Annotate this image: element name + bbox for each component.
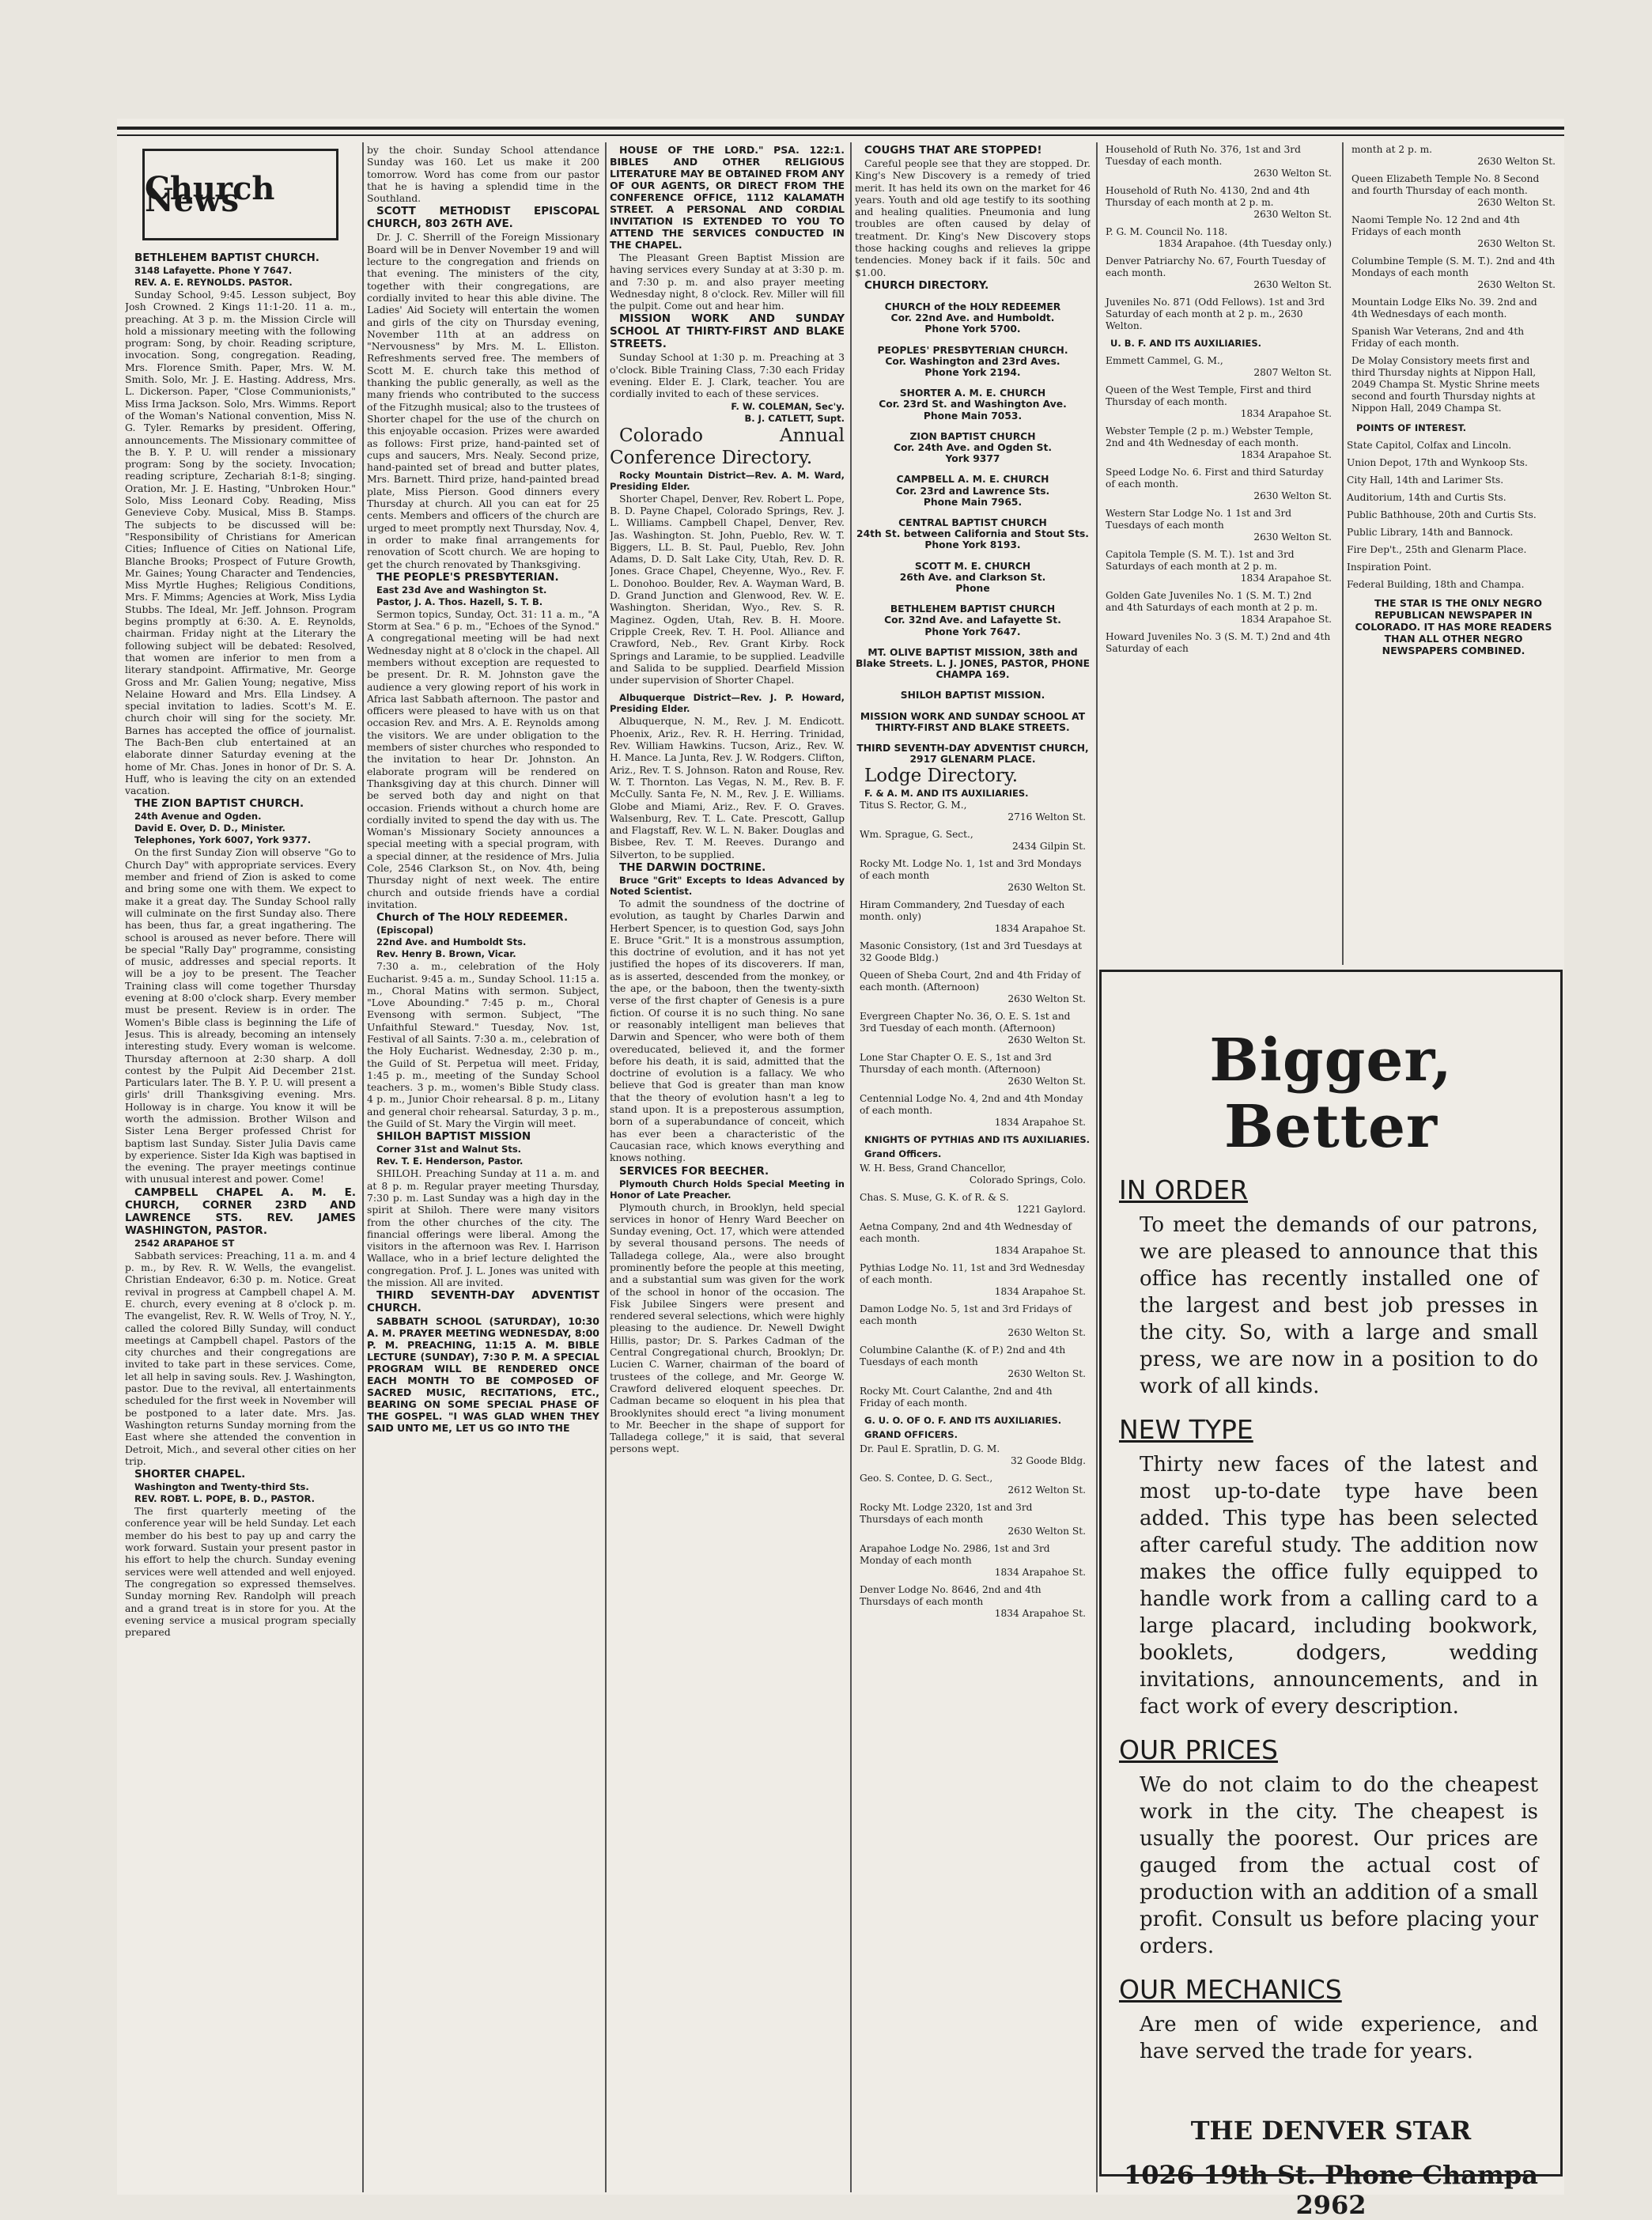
lodge-address: 32 Goode Bldg. (1010, 1455, 1086, 1467)
lodge-address: 1221 Gaylord. (1016, 1204, 1086, 1216)
lodge-address: 2630 Welton St. (1253, 490, 1332, 501)
lodge-entry (1106, 425, 1332, 461)
ad-heading: OUR PRICES (1119, 1734, 1278, 1765)
article-heading: THIRD SEVENTH-DAY ADVENTIST CHURCH. (367, 1289, 599, 1315)
lodge-entry (860, 940, 1086, 964)
article-body: Plymouth church, in Brooklyn, held special services in honor of Henry Ward Beecher on Sunday evening, Oct. 17, which were attended by several thousand persons. The needs of Talladega college, Ala., were also brought prominently before the people at this meeting, and a substantial sum was given for the work of the school in honor of the occasion. The Fisk Jubilee Singers were present and rendered several selections, which were highly pleasing to the audience. Dr. Newell Dwight Hillis, pastor; Dr. S. Parkes Cadman of the Central Congregational church, Brooklyn; Dr. Lucien C. Warner, chairman of the board of trustees of the college, and Mr. George W. Crawford delivered eloquent speeches. Dr. Cadman became so eloquent in his plea that Brooklynites should erect "a living monument to Mr. Beecher in the shape of support for Talladega college," it is said, that several persons wept. (610, 1201, 845, 1455)
column-4 (855, 144, 1091, 2188)
article-subheading: Rev. T. E. Henderson, Pastor. (376, 1155, 524, 1167)
column-separator (850, 142, 852, 2192)
lodge-address: 2630 Welton St. (1253, 279, 1332, 290)
lodge-entry (1106, 144, 1332, 180)
lodge-address: 2630 Welton St. (1477, 156, 1556, 167)
article-body: Dr. J. C. Sherrill of the Foreign Missionary Board will be in Denver November 19 and will lecture to the congregation and friends on that evening. The ministers of the city, together with their congregations, are cordially invited to hear this able divine. The Ladies' Aid Society will entertain the women and girls of the city on Thursday evening, November 11th at an address on "Nervousness" by Mrs. M. L. Elliston. Refreshments served free. The members of Scott M. E. church take this method of thanking the public generally, as well as the many friends who contributed to the success of the Fitzughh musical; also to the trustees of Shorter chapel for the use of the church on this enjoyable occasion. Prizes were awarded as follows: First prize, hand-painted set of cups and saucers, Mrs. Nealy. Second prize, hand-painted set of bread and butter plates, Mrs. Barnett. Third prize, hand-painted bread plate, Miss Pierson. Good dinners every Thursday at church. All you can eat for 25 cents. Members and officers of the church are urged to meet promptly next Thursday, Nov. 4, in order to make final arrangements for renovation of Scott church. We are hoping to get the church renovated by Thanksgiving. (367, 231, 599, 570)
directory-entry (855, 388, 1091, 422)
article-body: 7:30 a. m., celebration of the Holy Eucharist. 9:45 a. m., Sunday School. 11:15 a. m., Choral Matins with sermon. Subject, "Love Abounding." 7:45 p. m., Choral Evensong with sermon. Subject, "The Unfaithful Steward." Tuesday, Nov. 1st, Festival of all Saints. 7:30 a. m., celebration of the Holy Eucharist. Wednesday, 2:30 p. m., the Guild of St. Perpetua will meet. Friday, 1:45 p. m., meeting of the Sunday School teachers. 3 p. m., women's Bible Study class. 4 p. m., Junior Choir rehearsal. 8 p. m., Litany and general choir rehearsal. Saturday, 3 p. m., the Guild of St. Mary the Virgin will meet. (367, 960, 599, 1130)
lodge-entry (1351, 144, 1556, 168)
directory-entry (855, 431, 1091, 465)
lodge-entry (1106, 297, 1332, 332)
lodge-name: Masonic Consistory, (1st and 3rd Tuesdays at 32 Goode Bldg.) (860, 940, 1083, 964)
lodge-list (1101, 144, 1336, 332)
directory-phone: Phone (955, 583, 990, 595)
lodge-entry (860, 1443, 1086, 1467)
article-subheading: Plymouth Church Holds Special Meeting in Honor of Late Preacher. (610, 1178, 845, 1201)
article-subheading: F. & A. M. AND ITS AUXILIARIES. (864, 788, 1029, 800)
ad-text: Thirty new faces of the latest and most up-to-date type have been added. This type has been selected after careful study. The addition now makes the office fully equipped to handle work from a calling card to a large placard, including bookwork, booklets, dodgers, wedding invitations, announcements, and in fact work of every description. (1140, 1453, 1538, 1719)
directory-entry (855, 603, 1091, 637)
lodge-name: Mountain Lodge Elks No. 39. 2nd and 4th Wednesdays of each month. (1351, 297, 1537, 320)
article-subheading: U. B. F. AND ITS AUXILIARIES. (1110, 338, 1262, 349)
lodge-address: 1834 Arapahoe St. (994, 1567, 1086, 1579)
column-5 (1101, 144, 1336, 963)
lodge-entry (860, 1052, 1086, 1087)
lodge-entry (1351, 214, 1556, 250)
lodge-name: Dr. Paul E. Spratlin, D. G. M. (860, 1443, 1000, 1455)
column-separator (1342, 142, 1344, 965)
directory-entry (855, 301, 1091, 335)
lodge-name: Capitola Temple (S. M. T.). 1st and 3rd Saturdays of each month at 2 p. m. (1106, 549, 1295, 572)
lodge-address: 2630 Welton St. (1253, 209, 1332, 220)
lodge-address: 1834 Arapahoe St. (1240, 573, 1332, 584)
article-heading: MISSION WORK AND SUNDAY SCHOOL AT THIRTY-FIRST AND BLAKE STREETS. (610, 312, 845, 351)
directory-entry (855, 690, 1091, 701)
lodge-entry (1106, 631, 1332, 655)
lodge-name: Howard Juveniles No. 3 (S. M. T.) 2nd and 4th Saturday of each (1106, 631, 1331, 654)
ad-text: We do not claim to do the cheapest work in the city. The cheapest is usually the poorest. Our prices are gauged from the actual cost of production with an addition of a small profit. Consult us before placing your orders. (1140, 1773, 1538, 1958)
directory-name: BETHLEHEM BAPTIST CHURCH (890, 603, 1056, 615)
ad-heading: IN ORDER (1119, 1174, 1249, 1205)
directory-address: Cor. 23rd and Lawrence Sts. (895, 485, 1050, 497)
article-heading: SHILOH BAPTIST MISSION (376, 1130, 531, 1144)
lodge-name: Chas. S. Muse, G. K. of R. & S. (860, 1192, 1009, 1204)
lodge-address: 1834 Arapahoe St. (994, 1117, 1086, 1129)
lodge-entry (860, 1386, 1086, 1409)
directory-address: Cor. Washington and 23rd Aves. (885, 355, 1060, 367)
lodge-entry (860, 1543, 1086, 1579)
section-title: Colorado Annual Conference Directory. (610, 425, 845, 468)
signature: F. W. COLEMAN, Sec'y. (731, 400, 845, 412)
section-title: Lodge Directory. (864, 766, 1019, 787)
lodge-name: month at 2 p. m. (1351, 144, 1433, 155)
article-body: Albuquerque, N. M., Rev. J. M. Endicott. Phoenix, Ariz., Rev. R. H. Herring. Trinidad, Rev. William Hawkins. Tucson, Ariz., Rev. W. H. Mance. La Junta, Rev. J. W. Rodgers. Clifton, Ariz., Rev. T. S. Johnson. Raton and Rouse, Rev. W. T. Thornton. Las Vegas, N. M., Rev. B. F. McCully. Santa Fe, N. M., Rev. J. E. Williams. Globe and Miami, Ariz., Rev. F. O. Graves. Walsenburg, Rev. T. L. Cate. Prescott, Gallup and Flagstaff, Rev. W. L. N. Baker. Douglas and Bisbee, Rev. T. M. Reeves. Durango and Silverton, to be supplied. (610, 715, 845, 860)
lodge-name: W. H. Bess, Grand Chancellor, (860, 1163, 1007, 1174)
lodge-entry (860, 1163, 1086, 1186)
lodge-address: 2630 Welton St. (1007, 1526, 1086, 1537)
article-body: Careful people see that they are stopped. Dr. King's New Discovery is a remedy of tried merit. It has held its own on the market for 46 years. Youth and old age testify to its soothing and healing qualities. Pneumonia and lung troubles are often caused by delay of treatment. Dr. King's New Discovery stops those hacking coughs and relieves la grippe tendencies. Money back if it fails. 50c and $1.00. (855, 157, 1091, 278)
point-of-interest: State Capitol, Colfax and Lincoln. (1347, 440, 1512, 451)
lodge-address: 2630 Welton St. (1007, 1368, 1086, 1380)
lodge-address: 1834 Arapahoe. (4th Tuesday only.) (1158, 238, 1332, 249)
directory-name: PEOPLES' PRESBYTERIAN CHURCH. (877, 344, 1068, 356)
directory-phone: York 9377 (945, 453, 1000, 465)
lodge-name: Arapahoe Lodge No. 2986, 1st and 3rd Monday of each month (860, 1543, 1050, 1567)
lodge-address: 1834 Arapahoe St. (994, 1286, 1086, 1298)
lodge-address: 1834 Arapahoe St. (994, 1245, 1086, 1257)
lodge-name: Queen of the West Temple, First and third Thursday of each month. (1106, 384, 1312, 407)
signature: B. J. CATLETT, Supt. (744, 412, 845, 424)
directory-name: SHILOH BAPTIST MISSION. (900, 690, 1045, 702)
lodge-name: Rocky Mt. Lodge No. 1, 1st and 3rd Mondays of each month (860, 858, 1082, 882)
article-subheading: Bruce "Grit" Excepts to Ideas Advanced by Noted Scientist. (610, 874, 845, 897)
lodge-entry (860, 1011, 1086, 1046)
article-heading: COUGHS THAT ARE STOPPED! (864, 144, 1042, 157)
lodge-entry (860, 800, 1086, 823)
lodge-name: Pythias Lodge No. 11, 1st and 3rd Wednesday of each month. (860, 1262, 1085, 1286)
lodge-entry (860, 1093, 1086, 1129)
lodge-address: 2630 Welton St. (1477, 279, 1556, 290)
lodge-name: Aetna Company, 2nd and 4th Wednesday of each month. (860, 1221, 1072, 1245)
article-heading: SHORTER CHAPEL. (134, 1468, 246, 1481)
star-notice: THE STAR IS THE ONLY NEGRO REPUBLICAN NEWSPAPER IN COLORADO. IT HAS MORE READERS THAN ALL OTHER NEGRO NEWSPAPERS COMBINED. (1355, 597, 1552, 656)
lodge-address: 2630 Welton St. (1007, 993, 1086, 1005)
article-body: On the first Sunday Zion will observe "Go to Church Day" with appropriate services. Every member and friend of Zion is asked to come and bring some one with them. We expect to make it a great day. The Sunday School rally will culminate on the first Sunday also. There has been, thus far, a great ingathering. The school is aroused as never before. There will be special "Rally Day" programme, consisting of music, addresses and special reports. It will be a joy to be present. The Teacher Training class will come together Thursday evening at 8:00 o'clock sharp. Every member must be present. Review is in order. The Women's Bible class is beginning the Life of Jesus. This is already, becoming an intensely interesting study. Every woman is welcome. Thursday afternoon at 2:30 sharp. A doll contest by the Pulpit Aid December 21st. Particulars later. The B. Y. P. U. will present a girls' drill Thanksgiving evening. Mrs. Holloway is in charge. You know it will be worth the admission. Brother Wilson and Sister Lena Berger professed Christ for baptism last Sunday. Sister Julia Davis came by experience. Sister Ida Kigh was baptised in the evening. The prayer meetings continue with unusual interest and power. Come! (125, 846, 356, 1186)
lodge-entry (860, 829, 1086, 853)
lodge-entry (1351, 355, 1556, 414)
directory-name: SCOTT M. E. CHURCH (914, 560, 1031, 572)
article-heading: THE PEOPLE'S PRESBYTERIAN. (376, 570, 559, 584)
church-directory (855, 301, 1091, 766)
column-1 (125, 144, 356, 2188)
lodge-entry (1106, 384, 1332, 420)
directory-address: 2917 GLENARM PLACE. (909, 754, 1036, 766)
lodge-name: Queen of Sheba Court, 2nd and 4th Friday of each month. (Afternoon) (860, 970, 1081, 993)
church-news-masthead (142, 149, 338, 240)
article-heading: Church of The HOLY REDEEMER. (376, 911, 569, 925)
article-subheading: GRAND OFFICERS. (864, 1429, 958, 1441)
article-body: The Pleasant Green Baptist Mission are having services every Sunday at at 3:30 p. m. and 7:30 p. m. and also prayer meeting Wednesday night, 8 o'clock. Rev. Miller will fill the pulpit. Come out and hear him. (610, 251, 845, 312)
lodge-name: Hiram Commandery, 2nd Tuesday of each month. only) (860, 899, 1065, 923)
article-body: by the choir. Sunday School attendance Sunday was 160. Let us make it 200 tomorrow. Word has come from our pastor that he is having a splendid time in the Southland. (367, 144, 599, 205)
article-subheading: Rev. Henry B. Brown, Vicar. (376, 948, 516, 960)
lodge-name: Denver Lodge No. 8646, 2nd and 4th Thursdays of each month (860, 1584, 1041, 1608)
article-subheading: Rocky Mountain District—Rev. A. M. Ward, Presiding Elder. (610, 469, 845, 492)
article-subheading: REV. A. E. REYNOLDS. PASTOR. (134, 277, 293, 288)
lodge-address: 1834 Arapahoe St. (994, 923, 1086, 935)
article-body: Sermon topics, Sunday, Oct. 31: 11 a. m., "A Storm at Sea." 6 p. m., "Echoes of the Synod." A congregational meeting will be had next Wednesday night at 8 o'clock in the chapel. All members without exception are requested to be present. Dr. R. M. Johnston gave the audience a very glowing report of his work in Africa last Sabbath afternoon. The pastor and officers were pleased to have with us on that occasion Rev. and Mrs. A. E. Reynolds among the visitors. We are under obligation to the members of sister churches who responded to the invitation to hear Dr. Johnston. An elaborate program will be rendered on Thanksgiving day at this church. Dinner will be served both day and night on that occasion. Friends without a church home are cordially invited to spend the day with us. The Woman's Missionary Society announces a special meeting with a special program, with a special dinner, at the residence of Mrs. Julia Cole, 2546 Clarkson St., on Nov. 4th, being Thursday night of next week. The entire church and outside friends have a cordial invitation. (367, 607, 599, 910)
column-separator (605, 142, 607, 2192)
directory-phone: Phone York 2194. (924, 366, 1021, 378)
ad-title: Bigger, Better (1209, 1027, 1453, 1161)
lodge-name: Centennial Lodge No. 4, 2nd and 4th Monday of each month. (860, 1093, 1083, 1117)
directory-name: CHURCH of the HOLY REDEEMER (884, 301, 1061, 312)
article-subheading: Washington and Twenty-third Sts. (134, 1481, 309, 1493)
article-subheading: POINTS OF INTEREST. (1356, 422, 1466, 433)
point-of-interest: Public Library, 14th and Bannock. (1347, 527, 1514, 538)
lodge-entry (860, 1262, 1086, 1298)
article-body: Sunday School at 1:30 p. m. Preaching at 3 o'clock. Bible Training Class, 7:30 each Friday evening. Elder E. J. Clark, teacher. You are cordially invited to each of these services. (610, 351, 845, 400)
article-subheading: REV. ROBT. L. POPE, B. D., PASTOR. (134, 1493, 315, 1505)
lodge-entry (860, 970, 1086, 1005)
directory-address: Cor. 32nd Ave. and Lafayette St. (884, 615, 1061, 626)
directory-entry (855, 345, 1091, 379)
article-subheading: Grand Officers. (864, 1148, 942, 1160)
article-heading: THE DARWIN DOCTRINE. (619, 860, 766, 874)
lodge-address: 2630 Welton St. (1007, 1034, 1086, 1046)
article-subheading: (Episcopal) (376, 925, 434, 936)
directory-phone: Phone Main 7965. (923, 496, 1023, 508)
lodge-address: 1834 Arapahoe St. (994, 1608, 1086, 1620)
directory-phone: Phone York 7647. (924, 626, 1021, 637)
lodge-name: Evergreen Chapter No. 36, O. E. S. 1st and 3rd Tuesday of each month. (Afternoon) (860, 1011, 1071, 1034)
point-of-interest: Public Bathhouse, 20th and Curtis Sts. (1347, 509, 1537, 520)
directory-entry (855, 711, 1091, 733)
directory-name: ZION BAPTIST CHURCH (909, 430, 1036, 442)
article-heading: THE ZION BAPTIST CHURCH. (134, 797, 304, 811)
lodge-entry (1351, 173, 1556, 209)
article-subheading: 2542 ARAPAHOE ST (134, 1237, 235, 1249)
lodge-entry (860, 1344, 1086, 1380)
lodge-address: 2630 Welton St. (1007, 882, 1086, 894)
article-subheading: 3148 Lafayette. Phone Y 7647. (134, 265, 293, 276)
lodge-name: Juveniles No. 871 (Odd Fellows). 1st and 3rd Saturday of each month at 2 p. m., 2630 Welton. (1106, 297, 1325, 331)
lodge-entry (860, 1502, 1086, 1537)
lodge-entry (1351, 297, 1556, 320)
lodge-address: 2630 Welton St. (1007, 1076, 1086, 1087)
article-subheading: 22nd Ave. and Humboldt Sts. (376, 936, 527, 948)
points-of-interest (1347, 440, 1560, 591)
ad-publisher-name: THE DENVER STAR (1190, 2116, 1472, 2146)
directory-address: Cor. 22nd Ave. and Humboldt. (890, 312, 1055, 324)
lodge-entry (1351, 326, 1556, 350)
lodge-address: 2630 Welton St. (1477, 238, 1556, 249)
lodge-name: Naomi Temple No. 12 2nd and 4th Fridays of each month (1351, 214, 1520, 237)
lodge-list (855, 800, 1091, 1129)
lodge-list (855, 1443, 1091, 1620)
directory-address: Cor. 24th Ave. and Ogden St. (893, 442, 1053, 453)
lodge-entry (860, 1192, 1086, 1216)
lodge-name: P. G. M. Council No. 118. (1106, 226, 1228, 237)
ad-heading: NEW TYPE (1119, 1414, 1253, 1445)
article-subheading: G. U. O. OF O. F. AND ITS AUXILIARIES. (864, 1415, 1062, 1427)
lodge-name: Titus S. Rector, G. M., (860, 800, 967, 811)
top-rule-thin (117, 134, 1564, 136)
ad-text: Are men of wide experience, and have served the trade for years. (1140, 2013, 1538, 2063)
lodge-entry (1351, 255, 1556, 291)
lodge-name: Western Star Lodge No. 1 1st and 3rd Tuesdays of each month (1106, 508, 1292, 531)
column-6 (1347, 144, 1560, 963)
lodge-entry (1106, 255, 1332, 291)
directory-name: THIRD SEVENTH-DAY ADVENTIST CHURCH, (856, 743, 1089, 754)
directory-phone: Phone Main 7053. (923, 410, 1023, 422)
lodge-address: 2612 Welton St. (1007, 1484, 1086, 1496)
lodge-entry (860, 1584, 1086, 1620)
denver-star-advertisement (1099, 970, 1563, 2220)
top-rule (117, 127, 1564, 130)
lodge-entry (1106, 467, 1332, 502)
directory-entry (855, 743, 1091, 765)
article-subheading: Pastor, J. A. Thos. Hazell, S. T. B. (376, 596, 543, 607)
directory-name: MT. OLIVE BAPTIST MISSION, 38th and Blake Streets. L. J. JONES, PASTOR, PHONE CHAMPA 169. (855, 646, 1091, 681)
article-body: HOUSE OF THE LORD." PSA. 122:1. BIBLES AND OTHER RELIGIOUS LITERATURE MAY BE OBTAINED FROM ANY OF OUR AGENTS, OR DIRECT FROM THE CONFERENCE OFFICE, 1112 KALAMATH STREET. A PERSONAL AND CORDIAL INVITATION IS EXTENDED TO YOU TO ATTEND THE SERVICES CONDUCTED IN THE CHAPEL. (610, 144, 845, 251)
column-2 (367, 144, 599, 2188)
lodge-name: De Molay Consistory meets first and third Thursday nights at Nippon Hall, 2049 Champa St. Mystic Shrine meets second and fourth Thursday nights at Nippon Hall, 2049 Champa St. (1351, 355, 1540, 414)
article-subheading: Albuquerque District—Rev. J. P. Howard, Presiding Elder. (610, 692, 845, 715)
lodge-entry (1106, 508, 1332, 543)
article-body: Shorter Chapel, Denver, Rev. Robert L. Pope, B. D. Payne Chapel, Colorado Springs, Rev. J. L. Williams. Campbell Chapel, Denver, Rev. Jas. Washington. St. John, Pueblo, Rev. W. T. Biggers, LL. B. St. Paul, Pueblo, Rev. John Adams, D. D. Salt Lake City, Utah, Rev. D. R. Jones. Grace Chapel, Cheyenne, Wyo., Rev. F. L. Donohoo. Boulder, Rev. A. Wayman Ward, B. D. Grand Junction and Glenwood, Rev. W. E. Washington. Sheridan, Wyo., Rev. S. R. Maginez. Ogden, Utah, Rev. B. H. Moore. Cripple Creek, Rev. T. H. Pool. Alliance and Crawford, Neb., Rev. Grant Kirby. Rock Springs and Laramie, to be supplied. Leadville and Salida to be supplied. Dearfield Mission under supervision of Shorter Chapel. (610, 492, 845, 686)
lodge-name: Emmett Cammel, G. M., (1106, 355, 1223, 366)
lodge-name: Denver Patriarchy No. 67, Fourth Tuesday of each month. (1106, 255, 1326, 278)
article-heading: CAMPBELL CHAPEL A. M. E. CHURCH, CORNER 23RD AND LAWRENCE STS. REV. JAMES WASHINGTON, PASTOR. (125, 1186, 356, 1237)
section-title: Church News (145, 169, 275, 219)
point-of-interest: Fire Dep't., 25th and Glenarm Place. (1347, 544, 1527, 555)
directory-entry (855, 517, 1091, 551)
point-of-interest: Auditorium, 14th and Curtis Sts. (1347, 492, 1506, 503)
lodge-entry (1106, 549, 1332, 584)
lodge-list (1101, 355, 1336, 655)
article-heading: SCOTT METHODIST EPISCOPAL CHURCH, 803 26TH AVE. (367, 205, 599, 231)
lodge-entry (860, 899, 1086, 935)
directory-entry (855, 561, 1091, 595)
lodge-name: Geo. S. Contee, D. G. Sect., (860, 1473, 993, 1484)
lodge-name: Columbine Temple (S. M. T.). 2nd and 4th Mondays of each month (1351, 255, 1556, 278)
directory-phone: Phone York 8193. (924, 539, 1021, 551)
directory-address: 24th St. between California and Stout Sts. (856, 528, 1089, 540)
lodge-address: 2807 Welton St. (1253, 367, 1332, 378)
column-3 (610, 144, 845, 2188)
directory-name: CAMPBELL A. M. E. CHURCH (896, 474, 1049, 486)
directory-entry (855, 474, 1091, 508)
lodge-name: Columbine Calanthe (K. of P.) 2nd and 4th Tuesdays of each month (860, 1344, 1066, 1368)
lodge-list (855, 1163, 1091, 1409)
article-heading: SERVICES FOR BEECHER. (619, 1164, 769, 1178)
directory-name: MISSION WORK AND SUNDAY SCHOOL AT THIRTY-FIRST AND BLAKE STREETS. (860, 710, 1086, 733)
article-body: Sunday School, 9:45. Lesson subject, Boy Josh Crowned. 2 Kings 11:1-20. 11 a. m., preaching. At 3 p. m. the Mission Circle will hold a missionary meeting with the following program: Song, by choir. Reading scripture, invocation. Song, congregation. Reading, Mrs. Florence Smith. Paper, Mrs. W. M. Smith. Solo, Mr. J. E. Hasting. Address, Mrs. L. Dickerson. Paper, "Close Communionists," Miss Irma Jackson. Solo, Mrs. Wimms. Report of the Woman's National convention, Miss N. G. Tyler. Remarks by president. Offering, announcements. The Missionary committee of the B. Y. P. U. will render a missionary program: Song by the society. Invocation; reading scripture, Zechariah 8:1-8; singing. Oration, Mr. J. E. Hasting, "Unbroken Hour." Solo, Miss Leonard Coby. Reading, Miss Genevieve Coby. Musical, Miss B. Stamps. The subjects to be discussed will be: "Responsibility of Christians for American Cities; Influence of Cities on National Life, Blanche Brooks; Prospect of Future Growth, Mr. Gaines; Young Character and Tendencies, Miss Myrtle Hughes; Religious Conditions, Mrs. F. Mimms; Agencies at Work, Miss Lydia Stubbs. The Ideal, Mr. Jeff. Johnson. Program begins promptly at 6:30. A. E. Reynolds, chairman. Friday night at the Literary the following subject will be debated: Resolved, that women are inferior to men from a literary standpoint. Affirmative, Mr. George Gross and Mr. Galien Young; negative, Miss Nelaine Howard and Mrs. Ella Lindsey. A special invitation to ladies. Scott's M. E. church choir will sing for the society. Mr. Barnes has accepted the office of journalist. The Bach-Ben club entertained at an elaborate dinner Saturday evening at the home of Mr. Chas. Jones in honor of Dr. S. A. Huff, who is leaving the city on an extended vacation. (125, 289, 356, 797)
ad-publisher-address: 1026 19th St. Phone Champa 2962 (1124, 2160, 1538, 2220)
article-body: The first quarterly meeting of the conference year will be held Sunday. Let each member do his best to pay up and carry the work forward. Sustain your present pastor in his effort to help the church. Sunday evening services were well attended and well enjoyed. The congregation so expressed themselves. Sunday morning Rev. Randolph will preach and a grand treat is in store for you. At the evening service a musical program specially prepared (125, 1505, 356, 1639)
lodge-name: Golden Gate Juveniles No. 1 (S. M. T.) 2nd and 4th Saturdays of each month at 2 p. m. (1106, 590, 1318, 613)
column-separator (362, 142, 364, 2192)
lodge-name: Household of Ruth No. 4130, 2nd and 4th Thursday of each month at 2 p. m. (1106, 185, 1310, 208)
article-subheading: Corner 31st and Walnut Sts. (376, 1144, 522, 1155)
article-subheading: 24th Avenue and Ogden. (134, 811, 262, 823)
lodge-entry (1106, 226, 1332, 250)
section-title: CHURCH DIRECTORY. (864, 278, 989, 292)
directory-phone: Phone York 5700. (924, 323, 1021, 335)
article-body: SHILOH. Preaching Sunday at 11 a. m. and at 8 p. m. Regular prayer meeting Thursday, 7:30 p. m. Last Sunday was a high day in the spirit at Shiloh. There were many visitors from the other churches of the city. The financial offerings were liberal. Among the visitors in the afternoon was Rev. I. Harrison Wallace, who in a brief lecture delighted the congregation. Prof. J. L. Jones was united with the mission. All are invited. (367, 1167, 599, 1289)
point-of-interest: City Hall, 14th and Larimer Sts. (1347, 475, 1504, 486)
directory-name: CENTRAL BAPTIST CHURCH (898, 517, 1047, 529)
lodge-address: Colorado Springs, Colo. (969, 1174, 1086, 1186)
ad-heading: OUR MECHANICS (1119, 1974, 1342, 2005)
lodge-name: Wm. Sprague, G. Sect., (860, 829, 973, 841)
column-separator (1096, 142, 1098, 2192)
lodge-entry (1106, 590, 1332, 626)
directory-address: 26th Ave. and Clarkson St. (899, 571, 1046, 583)
article-body: SABBATH SCHOOL (SATURDAY), 10:30 A. M. PRAYER MEETING WEDNESDAY, 8:00 P. M. PREACHING, 11:15 A. M. BIBLE LECTURE (SUNDAY), 7:30 P. M. A SPECIAL PROGRAM WILL BE RENDERED ONCE EACH MONTH TO BE COMPOSED OF SACRED MUSIC, RECITATIONS, ETC., BEARING ON SOME SPECIAL PHASE OF THE GOSPEL. "I WAS GLAD WHEN THEY SAID UNTO ME, LET US GO INTO THE (367, 1315, 599, 1435)
directory-address: Cor. 23rd St. and Washington Ave. (879, 399, 1067, 410)
lodge-name: Rocky Mt. Lodge 2320, 1st and 3rd Thursdays of each month (860, 1502, 1033, 1526)
point-of-interest: Union Depot, 17th and Wynkoop Sts. (1347, 457, 1528, 468)
lodge-address: 2716 Welton St. (1007, 811, 1086, 823)
lodge-address: 2434 Gilpin St. (1012, 841, 1086, 853)
lodge-entry (860, 858, 1086, 894)
lodge-entry (860, 1303, 1086, 1339)
lodge-entry (1106, 185, 1332, 221)
lodge-address: 1834 Arapahoe St. (1240, 449, 1332, 460)
lodge-entry (860, 1473, 1086, 1496)
article-subheading: KNIGHTS OF PYTHIAS AND ITS AUXILIARIES. (864, 1134, 1090, 1146)
lodge-name: Damon Lodge No. 5, 1st and 3rd Fridays of each month (860, 1303, 1072, 1327)
lodge-name: Queen Elizabeth Temple No. 8 Second and fourth Thursday of each month. (1351, 173, 1540, 196)
article-subheading: Telephones, York 6007, York 9377. (134, 834, 312, 846)
lodge-address: 1834 Arapahoe St. (1240, 408, 1332, 419)
article-heading: BETHLEHEM BAPTIST CHURCH. (134, 251, 319, 264)
lodge-name: Household of Ruth No. 376, 1st and 3rd Tuesday of each month. (1106, 144, 1301, 167)
point-of-interest: Federal Building, 18th and Champa. (1347, 579, 1525, 590)
lodge-address: 1834 Arapahoe St. (1240, 614, 1332, 625)
article-subheading: David E. Over, D. D., Minister. (134, 823, 285, 834)
lodge-list (1347, 144, 1560, 414)
lodge-address: 2630 Welton St. (1477, 197, 1556, 208)
lodge-name: Spanish War Veterans, 2nd and 4th Friday of each month. (1351, 326, 1525, 349)
article-body: To admit the soundness of the doctrine of evolution, as taught by Charles Darwin and Herbert Spencer, is to question God, says John E. Bruce "Grit." It is a monstrous assumption, this doctrine of evolution, and it has not yet justified the hopes of its discoverers. If man, as is asserted, descended from the monkey, or the ape, or the baboon, then the twenty-sixth verse of the first chapter of Genesis is a pure fiction. Of course it is no such thing. No sane or reasonably intelligent man believes that Darwin and Spencer, who were both of them overeducated, believed it, and the former before his death, it is said, admitted that the doctrine of evolution is a fallacy. We who believe that God is greater than man know that the theory of evolution hasn't a leg to stand upon. It is a preposterous assumption, born of a superabundance of conceit, which has ever been a characteristic of the Caucasian race, which knows everything and knows nothing. (610, 897, 845, 1164)
point-of-interest: Inspiration Point. (1347, 562, 1432, 573)
lodge-address: 2630 Welton St. (1007, 1327, 1086, 1339)
lodge-address: 2630 Welton St. (1253, 168, 1332, 179)
lodge-name: Webster Temple (2 p. m.) Webster Temple, 2nd and 4th Wednesday of each month. (1106, 425, 1314, 448)
article-body: Sabbath services: Preaching, 11 a. m. and 4 p. m., by Rev. R. W. Wells, the evangelist. Christian Endeavor, 6:30 p. m. Notice. Great revival in progress at Campbell chapel A. M. E. church, every evening at 8 o'clock p. m. The evangelist, Rev. R. W. Wells of Troy, N. Y., called the colored Billy Sunday, will conduct meetings at Campbell chapel. Pastors of the city churches and their congregations are invited to take part in these services. Come, let all help in saving souls. Rev. J. Washington, pastor. Due to the revival, all entertainments scheduled for the first week in November will be postponed to a later date. Mrs. Jas. Washington returns Sunday morning from the East where she attended the convention in Detroit, Mich., and several other cities on her trip. (125, 1249, 356, 1467)
directory-entry (855, 647, 1091, 681)
article-subheading: East 23d Ave and Washington St. (376, 584, 547, 596)
lodge-name: Lone Star Chapter O. E. S., 1st and 3rd Thursday of each month. (Afternoon) (860, 1052, 1052, 1076)
lodge-entry (860, 1221, 1086, 1257)
ad-text: To meet the demands of our patrons, we are pleased to announce that this office has recently installed one of the largest and best job presses in the city. So, with a large and small press, we are now in a position to do work of all kinds. (1140, 1213, 1538, 1398)
directory-name: SHORTER A. M. E. CHURCH (899, 388, 1046, 399)
lodge-address: 2630 Welton St. (1253, 531, 1332, 543)
lodge-entry (1106, 355, 1332, 379)
lodge-name: Speed Lodge No. 6. First and third Saturday of each month. (1106, 467, 1324, 490)
lodge-name: Rocky Mt. Court Calanthe, 2nd and 4th Friday of each month. (860, 1386, 1053, 1409)
